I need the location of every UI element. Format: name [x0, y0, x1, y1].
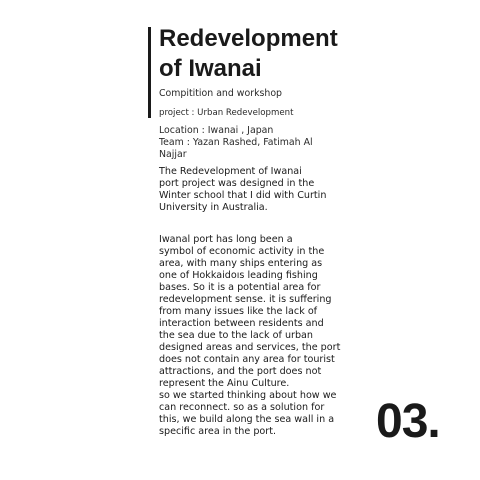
description-line: attractions, and the port does not	[159, 366, 322, 377]
description-line: this, we build along the sea wall in a	[159, 414, 335, 425]
page-number: 03.	[376, 395, 440, 448]
description-line: the sea due to the lack of urban	[159, 330, 314, 341]
title-line-1: Redevelopment	[159, 25, 338, 52]
description-line: does not contain any area for tourist	[159, 354, 335, 365]
description-line: interaction between residents and	[159, 318, 324, 329]
description-line: Iwanal port has long been a	[159, 234, 293, 245]
competition-label: Compitition and workshop	[159, 88, 283, 99]
description-line: one of Hokkaidoıs leading fishing	[159, 270, 318, 281]
project-label: project : Urban Redevelopment	[159, 108, 294, 118]
intro-line: port project was designed in the	[159, 178, 315, 189]
description-line: so we started thinking about how we	[159, 390, 337, 401]
intro-line: University in Australia.	[159, 202, 268, 213]
team-label-line-2: Najjar	[159, 149, 187, 160]
title-line-2: of Iwanai	[159, 55, 262, 82]
intro-line: Winter school that I did with Curtin	[159, 190, 327, 201]
intro-line: The Redevelopment of Iwanai	[159, 166, 302, 177]
description-line: represent the Ainu Culture.	[159, 378, 290, 389]
description-paragraph	[159, 234, 364, 438]
description-line: from many issues like the lack of	[159, 306, 318, 317]
title-accent-bar	[148, 27, 151, 118]
description-line: redevelopment sense. it is suffering	[159, 294, 332, 305]
description-line: specific area in the port.	[159, 426, 277, 437]
description-line: symbol of economic activity in the	[159, 246, 325, 257]
page-title	[159, 24, 459, 84]
location-label: Location : Iwanai , Japan	[159, 125, 274, 136]
team-label-line-1: Team : Yazan Rashed, Fatimah Al	[159, 137, 313, 148]
description-line: bases. So it is a potential area for	[159, 282, 321, 293]
description-line: area, with many ships entering as	[159, 258, 323, 269]
description-line: designed areas and services, the port	[159, 342, 341, 353]
description-line: can reconnect. so as a solution for	[159, 402, 325, 413]
intro-paragraph	[159, 166, 364, 214]
